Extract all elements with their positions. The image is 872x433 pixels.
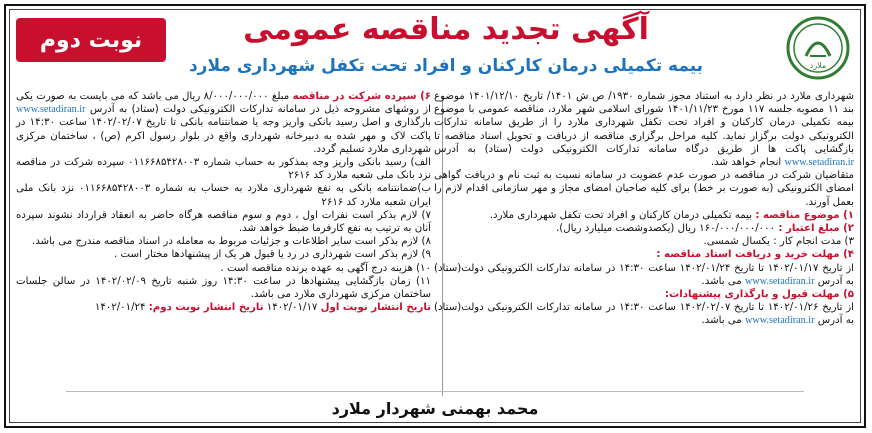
logo-text: ملارد [809,61,827,70]
ad-title: آگهی تجدید مناقصه عمومی [243,12,649,47]
intro-url[interactable]: www.setadiran.ir [784,157,854,169]
item-6b: ب)ضمانتنامه بانکی به نفع شهرداری ملارد به حساب به شماره ۰۱۱۶۶۸۵۴۲۸۰۰۳ نزد بانک ملی ایران شعبه ملارد کد ۲۶۱۶ [16,183,431,208]
item-6a: الف) رسید بانکی واریز وجه بمذکور به حساب شماره ۰۱۱۶۶۸۵۴۲۸۰۰۳ سپرده شرکت در مناقصه نزد بانک ملی شعبه ملارد کد ۲۶۱۶ [16,157,431,182]
item-11: ۱۱) زمان بازگشایی پیشنهادها در ساعت ۱۴:۳۰ روز شنبه تاریخ ۱۴۰۲/۰۲/۰۹ در سالن جلسات ساختمان مرکزی شهرداری ملارد می باشد. [16,275,431,301]
right-column [434,90,854,328]
item-2: ۲) مبلغ اعتبار : ۱۶۰/۰۰۰/۰۰۰/۰۰۰ ریال (یکصدوشصت میلیارد ریال). [556,223,854,235]
item-7: ۷) لازم بذکر است نفرات اول ، دوم و سوم مناقصه هرگاه حاضر به انعقاد قرارداد نشوند سپرده آنان به ترتیب به نفع کارفرما ضبط خواهد شد. [16,209,431,235]
item6-url[interactable]: www.setadiran.ir [16,104,86,116]
ad-subtitle: بیمه تکمیلی درمان کارکنان و افراد تحت تکفل شهرداری ملارد [188,56,704,76]
applicants-text: متقاضیان شرکت در مناقصه در صورت عدم عضویت در سامانه نسبت به ثبت نام و دریافت گواهی امضای الکترونیکی (به صورت بر خط) برای کلیه صاحبان امضای مجاز و مهر سازمانی اقدام لازم را بعمل آورند. [434,170,854,208]
item5-url[interactable]: www.setadiran.ir [744,315,815,327]
item-10: ۱۰) هزینه درج آگهی به عهده برنده مناقصه است . [220,262,431,274]
signature-divider [66,391,804,392]
item-5: ۵) مهلت قبول و بارگذاری پیشنهادات: از تاریخ ۱۴۰۲/۰۱/۲۶ تا تاریخ ۱۴۰۲/۰۲/۰۷ ساعت ۱۴:۳۰ در سامانه تدارکات الکترونیکی دولت(ستاد) به آدرس www.setadiran.ir می باشد. [434,289,854,327]
item-8: ۸) لازم بذکر است سایر اطلاعات و جزئیات مربوط به معامله در اسناد مناقصه مندرج می باشد. [31,236,431,248]
item-6: ۶) سپرده شرکت در مناقصه مبلغ ۸/۰۰۰/۰۰۰/۰۰۰ ریال می باشد که می بایست به صورت یکی از روشهای مشروحه ذیل در سامانه تدارکات الکترونیکی دولت (ستاد) به آدرس www.setadiran.ir بارگذاری و اصل رسید بانکی واریز وجه یا ضمانتنامه بانکی تا تاریخ ۱۴۰۲/۰۲/۰۷ ساعت ۱۴:۳۰ در پاکت لاک و مهر شده به دبیرخانه شهرداری واقع در بلوار رسول اکرم (ص) ، ساختمان مرکزی شهرداری ملارد تسلیم گردد. [16,91,431,155]
ad-frame [4,4,866,428]
intro-text: شهرداری ملارد در نظر دارد به استناد مجوز شماره ۱۹۳۰/ ص ش ۱۴۰۱/ تاریخ ۱۴۰۱/۱۲/۱۰ موضوع بند ۱۱ مصوبه جلسه ۱۱۷ مورخ ۱۴۰۱/۱۱/۲۳ شورای اسلامی شهر ملارد، مناقصه عمومی با موضوع بیمه تکمیلی درمان کارکنان و افراد تحت تکفل شهرداری ملارد را از طریق سامانه تدارکات الکترونیکی دولت برگزار نماید. کلیه مراحل برگزاری مناقصه از دریافت و تحویل اسناد مناقصه تا بازگشایی پاکت ها از طریق درگاه سامانه تدارکات الکترونیکی دولت (ستاد) به آدرس www.setadiran.ir انجام خواهد شد. [434,91,855,169]
item-4: ۴) مهلت خرید و دریافت اسناد مناقصه : از تاریخ ۱۴۰۲/۰۱/۱۷ تا تاریخ ۱۴۰۲/۰۱/۲۴ ساعت ۱۴:۳۰ در سامانه تدارکات الکترونیکی دولت(ستاد) به آدرس www.setadiran.ir می باشد. [434,249,854,287]
left-column [16,90,431,314]
item-1: ۱) موضوع مناقصه : بیمه تکمیلی درمان کارکنان و افراد تحت تکفل شهرداری ملارد. [489,209,854,221]
item-3: ۳) مدت انجام کار : یکسال شمسی. [703,236,854,248]
publication-dates: تاریخ انتشار نوبت اول ۱۴۰۲/۰۱/۱۷ تاریخ انتشار نوبت دوم: ۱۴۰۲/۰۱/۲۴ [94,302,431,314]
round-badge: نوبت دوم [16,18,166,62]
item-9: ۹) لازم بذکر است شهرداری در رد یا قبول هر یک از پیشنهادها مختار است . [114,249,431,261]
municipality-logo-icon [786,16,850,80]
signature: محمد بهمنی شهردار ملارد [331,399,539,418]
item4-url[interactable]: www.setadiran.ir [744,275,815,287]
